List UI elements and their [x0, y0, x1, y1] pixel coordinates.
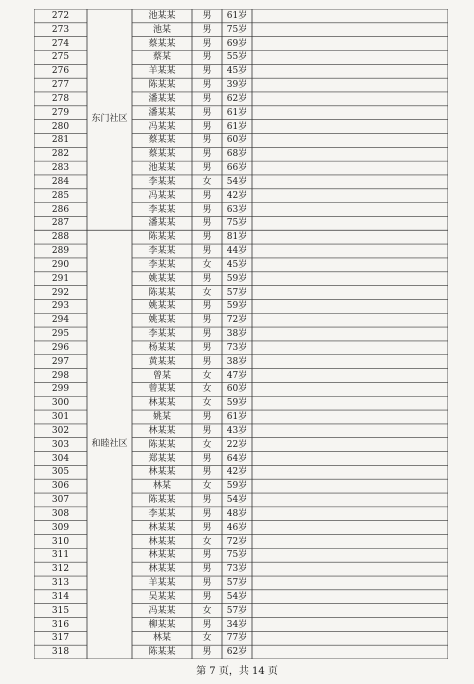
row-name: 陈某某	[148, 439, 176, 450]
row-number: 307	[51, 495, 70, 506]
row-sex: 男	[202, 121, 212, 132]
row-sex: 男	[202, 619, 212, 630]
row-name: 曾某某	[148, 384, 176, 395]
row-name: 林某某	[148, 564, 176, 575]
row-sex: 男	[202, 232, 212, 243]
row-name: 林某某	[148, 425, 176, 436]
row-name: 潘某某	[148, 93, 176, 104]
row-name: 蔡某某	[148, 149, 176, 160]
row-age: 62岁	[226, 93, 248, 104]
row-age: 66岁	[226, 163, 248, 174]
row-name: 蔡某某	[148, 135, 176, 146]
row-name: 李某某	[148, 246, 176, 257]
row-name: 李某某	[148, 204, 176, 215]
roster-table	[34, 9, 448, 659]
row-sex: 男	[202, 329, 212, 340]
row-name: 姚某某	[148, 301, 176, 312]
row-name: 池某	[152, 24, 171, 35]
row-age: 59岁	[226, 301, 248, 312]
row-number: 309	[51, 522, 70, 533]
row-name: 冯某某	[148, 605, 176, 616]
row-name: 吴某某	[148, 591, 176, 602]
row-name: 林某	[152, 633, 171, 644]
row-sex: 男	[202, 647, 212, 658]
row-age: 48岁	[226, 508, 248, 519]
row-number: 282	[51, 149, 70, 160]
row-sex: 女	[202, 439, 212, 450]
row-number: 292	[51, 287, 70, 298]
row-number: 285	[51, 190, 70, 201]
row-sex: 男	[202, 80, 212, 91]
row-sex: 男	[202, 135, 212, 146]
row-name: 林某某	[148, 536, 176, 547]
row-number: 302	[51, 425, 70, 436]
row-sex: 男	[202, 107, 212, 118]
row-age: 61岁	[226, 121, 248, 132]
row-number: 303	[51, 439, 70, 450]
row-age: 57岁	[226, 287, 248, 298]
row-number: 279	[51, 107, 70, 118]
row-number: 310	[51, 536, 70, 547]
row-sex: 男	[202, 495, 212, 506]
row-sex: 女	[202, 481, 212, 492]
row-age: 81岁	[226, 232, 248, 243]
row-sex: 男	[202, 425, 212, 436]
row-age: 68岁	[226, 149, 248, 160]
row-sex: 男	[202, 508, 212, 519]
row-age: 42岁	[226, 467, 248, 478]
row-age: 75岁	[226, 550, 248, 561]
row-name: 羊某某	[148, 578, 176, 589]
row-age: 55岁	[226, 52, 248, 63]
row-age: 63岁	[226, 204, 248, 215]
row-number: 305	[51, 467, 70, 478]
row-sex: 男	[202, 149, 212, 160]
row-number: 278	[51, 93, 70, 104]
row-name: 曾某	[152, 370, 171, 381]
row-number: 314	[51, 591, 70, 602]
row-name: 潘某某	[148, 218, 176, 229]
row-sex: 男	[202, 11, 212, 21]
row-name: 陈某某	[148, 287, 176, 298]
page-footer: 第 7 页，共 14 页	[196, 666, 278, 677]
row-age: 60岁	[226, 384, 248, 395]
row-name: 潘某某	[148, 107, 176, 118]
row-sex: 男	[202, 564, 212, 575]
row-sex: 男	[202, 52, 212, 63]
row-name: 郑某某	[148, 453, 176, 464]
row-number: 297	[51, 356, 70, 367]
row-age: 47岁	[226, 370, 248, 381]
row-age: 43岁	[226, 425, 248, 436]
row-age: 75岁	[226, 218, 248, 229]
row-name: 柳某某	[148, 619, 176, 630]
row-age: 39岁	[226, 80, 248, 91]
row-sex: 男	[202, 356, 212, 367]
row-number: 301	[51, 412, 70, 423]
row-name: 陈某某	[148, 232, 176, 243]
row-sex: 女	[202, 605, 212, 616]
row-sex: 女	[202, 176, 212, 187]
row-age: 54岁	[226, 591, 248, 602]
row-age: 64岁	[226, 453, 248, 464]
row-number: 293	[51, 301, 70, 312]
row-sex: 男	[202, 467, 212, 478]
row-name: 池某某	[148, 11, 176, 21]
row-number: 306	[51, 481, 70, 492]
row-name: 林某	[152, 481, 171, 492]
row-age: 73岁	[226, 342, 248, 353]
row-name: 冯某某	[148, 121, 176, 132]
row-age: 75岁	[226, 24, 248, 35]
row-sex: 女	[202, 287, 212, 298]
row-name: 林某某	[148, 467, 176, 478]
row-age: 61岁	[226, 412, 248, 423]
row-sex: 男	[202, 315, 212, 326]
row-number: 295	[51, 329, 70, 340]
row-number: 272	[51, 11, 70, 21]
row-sex: 男	[202, 591, 212, 602]
row-sex: 男	[202, 453, 212, 464]
row-age: 34岁	[226, 619, 248, 630]
row-sex: 男	[202, 412, 212, 423]
row-number: 280	[51, 121, 70, 132]
row-age: 77岁	[226, 633, 248, 644]
row-age: 45岁	[226, 66, 248, 77]
row-name: 林某某	[148, 398, 176, 409]
row-age: 38岁	[226, 356, 248, 367]
row-name: 姚某某	[148, 273, 176, 284]
row-number: 287	[51, 218, 70, 229]
row-age: 72岁	[226, 536, 248, 547]
row-sex: 男	[202, 342, 212, 353]
row-name: 李某某	[148, 508, 176, 519]
row-sex: 男	[202, 163, 212, 174]
row-sex: 男	[202, 204, 212, 215]
row-sex: 女	[202, 398, 212, 409]
row-name: 李某某	[148, 259, 176, 270]
row-number: 317	[51, 633, 70, 644]
row-name: 陈某某	[148, 80, 176, 91]
row-age: 60岁	[226, 135, 248, 146]
row-age: 61岁	[226, 107, 248, 118]
row-number: 289	[51, 246, 70, 257]
row-name: 陈某某	[148, 647, 176, 658]
row-number: 316	[51, 619, 70, 630]
row-number: 275	[51, 52, 70, 63]
row-age: 57岁	[226, 605, 248, 616]
row-number: 313	[51, 578, 70, 589]
row-sex: 男	[202, 38, 212, 49]
row-age: 59岁	[226, 481, 248, 492]
row-sex: 男	[202, 578, 212, 589]
row-number: 281	[51, 135, 70, 146]
row-sex: 男	[202, 522, 212, 533]
row-sex: 男	[202, 246, 212, 257]
row-number: 318	[51, 647, 70, 658]
row-age: 42岁	[226, 190, 248, 201]
row-name: 林某某	[148, 550, 176, 561]
row-name: 姚某某	[148, 315, 176, 326]
row-name: 池某某	[148, 163, 176, 174]
row-number: 288	[51, 232, 70, 243]
row-number: 315	[51, 605, 70, 616]
row-number: 284	[51, 176, 70, 187]
row-number: 290	[51, 259, 70, 270]
row-number: 312	[51, 564, 70, 575]
row-number: 299	[51, 384, 70, 395]
row-sex: 女	[202, 633, 212, 644]
row-age: 69岁	[226, 38, 248, 49]
row-age: 54岁	[226, 176, 248, 187]
row-number: 296	[51, 342, 70, 353]
row-name: 李某某	[148, 176, 176, 187]
row-name: 羊某某	[148, 66, 176, 77]
row-age: 45岁	[226, 259, 248, 270]
row-number: 304	[51, 453, 70, 464]
row-age: 59岁	[226, 398, 248, 409]
row-number: 273	[51, 24, 70, 35]
row-name: 杨某某	[148, 342, 176, 353]
row-name: 姚某	[152, 412, 171, 423]
row-sex: 男	[202, 550, 212, 561]
row-age: 54岁	[226, 495, 248, 506]
row-number: 277	[51, 80, 70, 91]
row-sex: 男	[202, 218, 212, 229]
row-number: 286	[51, 204, 70, 215]
row-number: 308	[51, 508, 70, 519]
community-label: 和睦社区	[91, 439, 128, 450]
row-name: 蔡某	[152, 52, 171, 63]
row-sex: 男	[202, 66, 212, 77]
row-number: 300	[51, 398, 70, 409]
row-age: 59岁	[226, 273, 248, 284]
row-sex: 女	[202, 536, 212, 547]
row-age: 22岁	[226, 439, 248, 450]
row-number: 276	[51, 66, 70, 77]
row-number: 311	[51, 550, 70, 561]
row-sex: 男	[202, 190, 212, 201]
row-sex: 男	[202, 24, 212, 35]
row-age: 62岁	[226, 647, 248, 658]
row-sex: 女	[202, 370, 212, 381]
row-sex: 男	[202, 93, 212, 104]
row-number: 291	[51, 273, 70, 284]
community-label: 东门社区	[91, 114, 128, 124]
row-number: 294	[51, 315, 70, 326]
row-sex: 女	[202, 384, 212, 395]
row-number: 298	[51, 370, 70, 381]
row-age: 57岁	[226, 578, 248, 589]
row-name: 蔡某某	[148, 38, 176, 49]
row-sex: 女	[202, 259, 212, 270]
row-sex: 男	[202, 301, 212, 312]
row-age: 61岁	[226, 11, 248, 21]
row-name: 李某某	[148, 329, 176, 340]
row-age: 73岁	[226, 564, 248, 575]
row-age: 72岁	[226, 315, 248, 326]
row-age: 46岁	[226, 522, 248, 533]
row-name: 林某某	[148, 522, 176, 533]
row-name: 黄某某	[148, 356, 176, 367]
row-age: 44岁	[226, 246, 248, 257]
row-name: 冯某某	[148, 190, 176, 201]
row-number: 283	[51, 163, 70, 174]
row-age: 38岁	[226, 329, 248, 340]
row-number: 274	[51, 38, 70, 49]
row-name: 陈某某	[148, 495, 176, 506]
row-sex: 男	[202, 273, 212, 284]
